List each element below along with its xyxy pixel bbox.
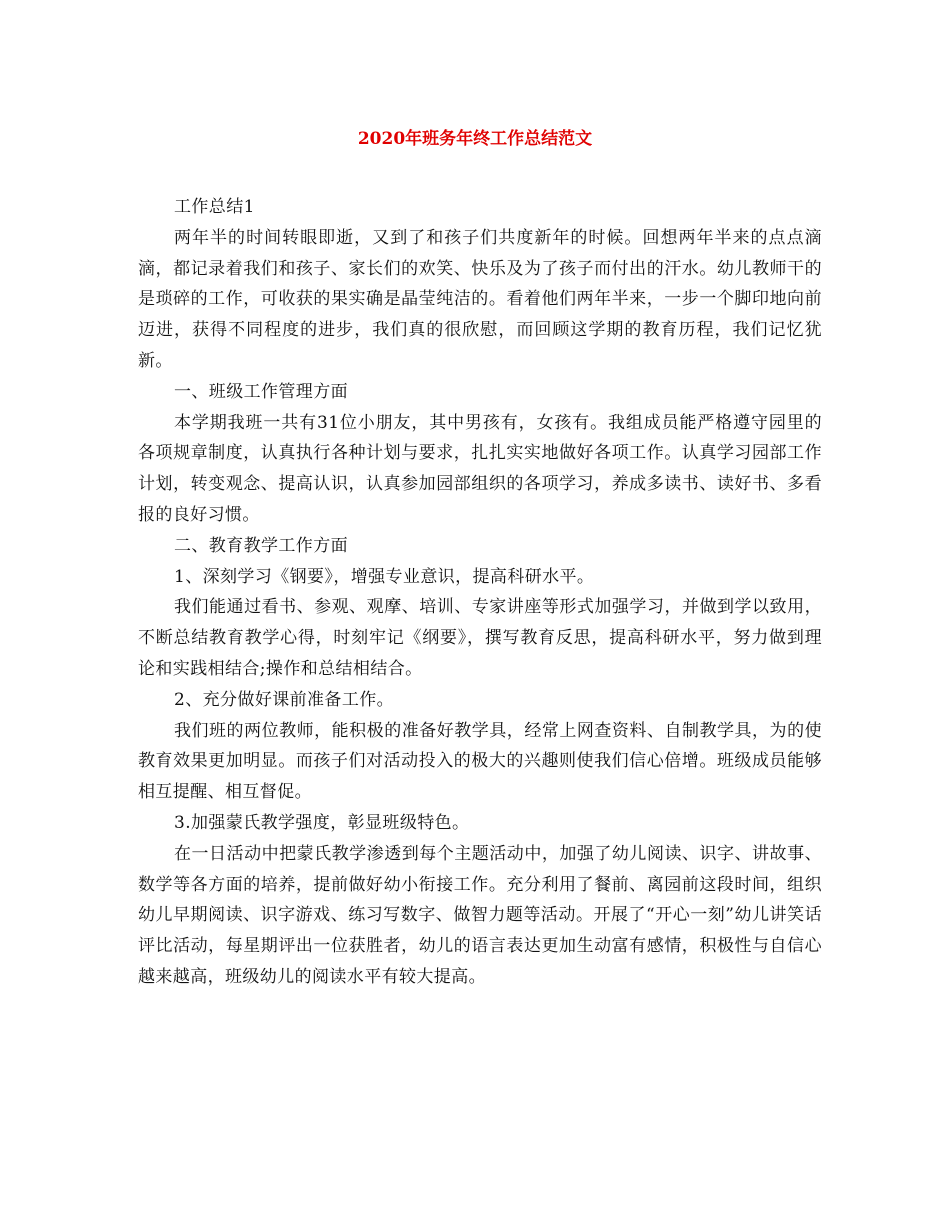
subsection-heading: 1、深刻学习《钢要》，增强专业意识，提高科研水平。 xyxy=(174,566,595,587)
paragraph: 我们班的两位教师，能积极的准备好教学具，经常上网查资料、自制教学具，为的使教育效果更加明显。而孩子们对活动投入的极大的兴趣则使我们信心倍增。班级成员能够相互提醒、相互督促。 xyxy=(138,720,822,803)
section-heading: 一、班级工作管理方面 xyxy=(174,381,348,402)
paragraph: 两年半的时间转眼即逝，又到了和孩子们共度新年的时候。回想两年半来的点点滴滴，都记录着我们和孩子、家长们的欢笑、快乐及为了孩子而付出的汗水。幼儿教师干的是琐碎的工作，可收获的果实确是晶莹纯洁的。看着他们两年半来，一步一个脚印地向前迈进，获得不同程度的进步，我们真的很欣慰，而回顾这学期的教育历程，我们记忆犹新。 xyxy=(138,227,822,371)
subsection-heading: 2、充分做好课前准备工作。 xyxy=(174,689,395,710)
section-heading: 工作总结1 xyxy=(174,197,255,217)
document-title: 2020年班务年终工作总结范文 xyxy=(357,129,593,149)
paragraph: 我们能通过看书、参观、观摩、培训、专家讲座等形式加强学习，并做到学以致用，不断总结教育教学心得，时刻牢记《纲要》，撰写教育反思，提高科研水平，努力做到理论和实践相结合;操作和总结相结合。 xyxy=(138,597,822,679)
paragraph: 本学期我班一共有31位小朋友，其中男孩有，女孩有。我组成员能严格遵守园里的各项规章制度，认真执行各种计划与要求，扎扎实实地做好各项工作。认真学习园部工作计划，转变观念、提高认识，认真参加园部组织的各项学习，养成多读书、读好书、多看报的良好习惯。 xyxy=(138,412,822,525)
section-heading: 二、教育教学工作方面 xyxy=(174,535,348,556)
subsection-heading: 3.加强蒙氏教学强度，彰显班级特色。 xyxy=(174,812,470,833)
paragraph: 在一日活动中把蒙氏教学渗透到每个主题活动中，加强了幼儿阅读、识字、讲故事、数学等各方面的培养，提前做好幼小衔接工作。充分利用了餐前、离园前这段时间，组织幼儿早期阅读、识字游戏、练习写数字、做智力题等活动。开展了“开心一刻”幼儿讲笑话评比活动，每星期评出一位获胜者，幼儿的语言表达更加生动富有感情，积极性与自信心越来越高，班级幼儿的阅读水平有较大提高。 xyxy=(138,843,822,987)
document-body xyxy=(138,192,822,993)
